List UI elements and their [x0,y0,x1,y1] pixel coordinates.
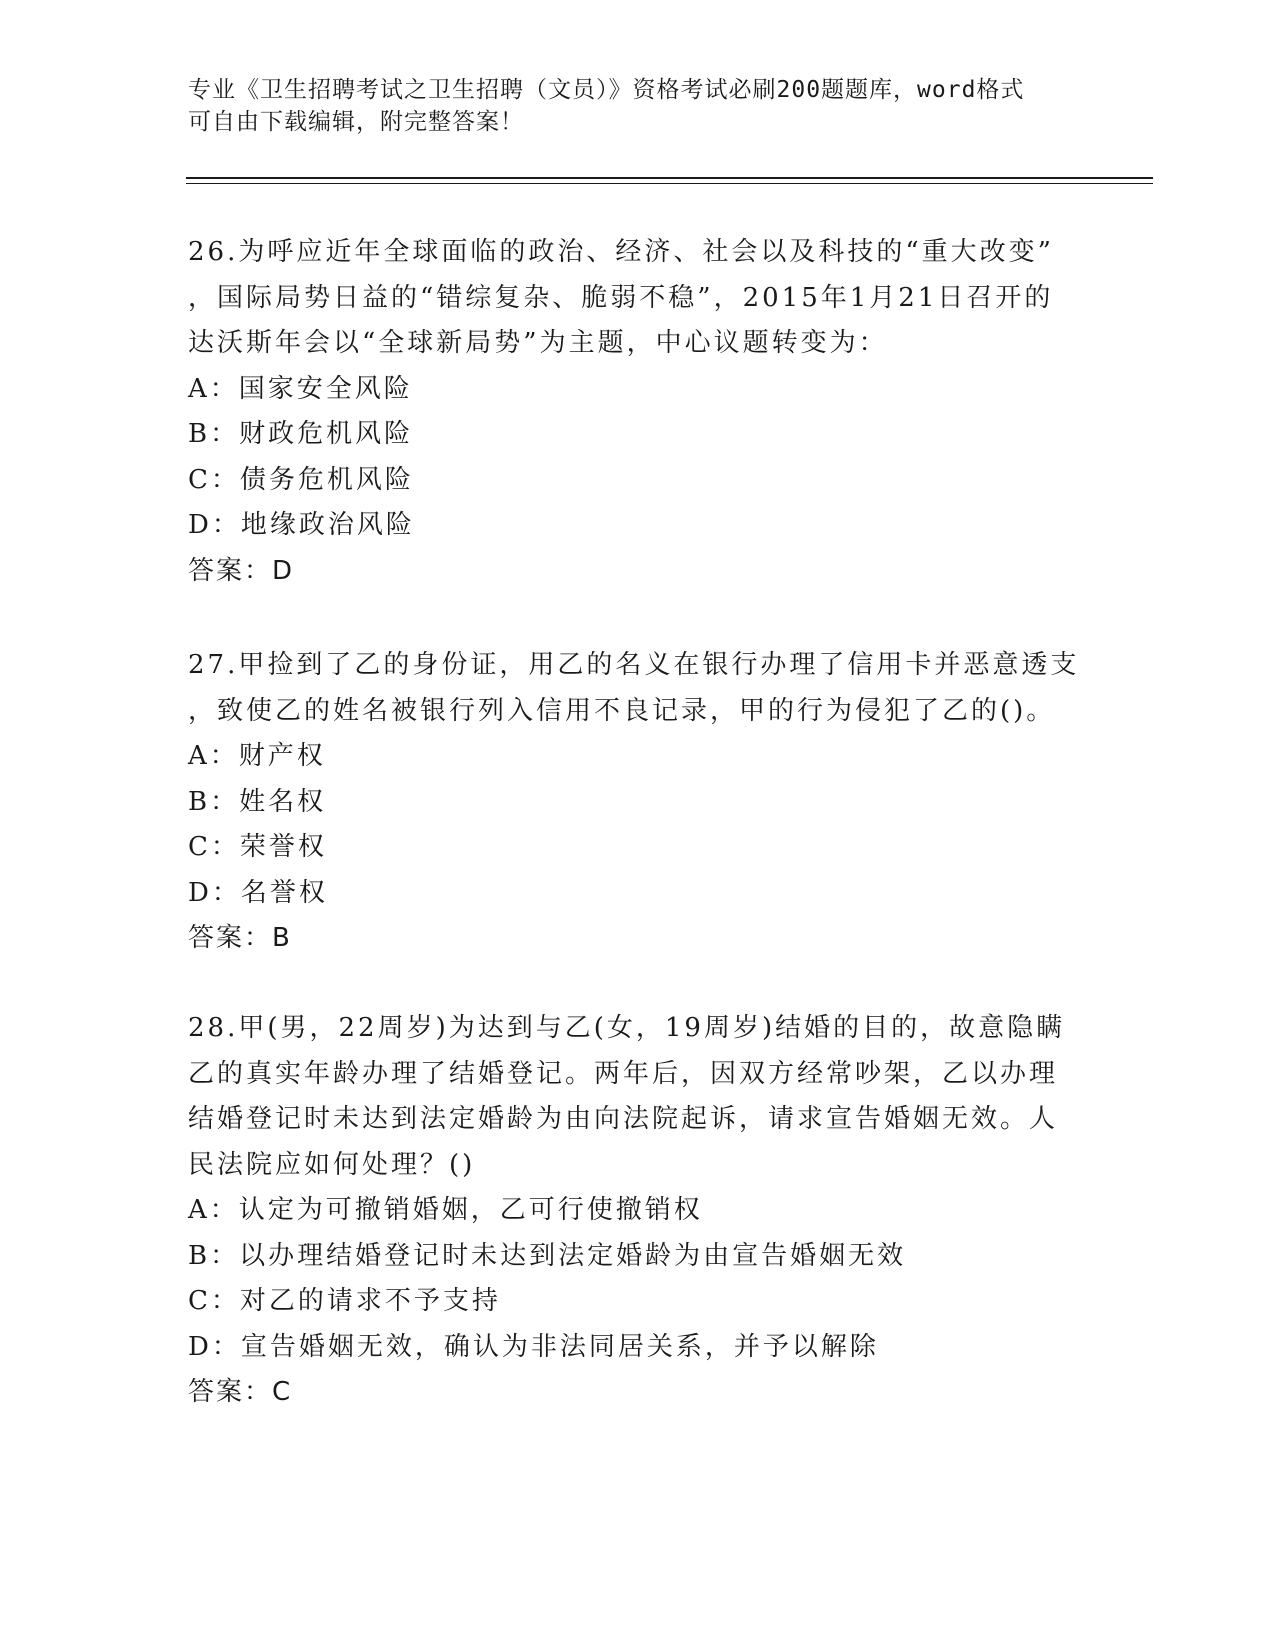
answer: 答案：C [188,1377,293,1407]
option-b: B：财政危机风险 [188,419,414,449]
option-a: A：认定为可撤销婚姻，乙可行使撤销权 [188,1195,703,1225]
header-rule-thin [186,183,1153,184]
option-d: D：地缘政治风险 [188,510,415,540]
option-c: C：对乙的请求不予支持 [188,1286,501,1316]
header-line-2: 可自由下载编辑，附完整答案！ [188,109,524,135]
question-stem-line: 26.为呼应近年全球面临的政治、经济、社会以及科技的“重大改变” [188,237,1054,267]
option-b: B：以办理结婚登记时未达到法定婚龄为由宣告婚姻无效 [188,1240,907,1271]
answer: 答案：B [188,923,292,953]
option-a: A：国家安全风险 [188,373,413,404]
question-stem-line: 27.甲捡到了乙的身份证，用乙的名义在银行办理了信用卡并恶意透支 [188,650,1080,680]
header-rule-thick [186,177,1153,179]
question-28 [188,1006,1088,1416]
answer: 答案：D [188,555,295,586]
question-stem-line: 乙的真实年龄办理了结婚登记。两年后，因双方经常吵架，乙以办理 [188,1058,1059,1089]
question-27 [188,643,1088,962]
document-header [188,74,1088,138]
question-stem-line: 民法院应如何处理？() [188,1149,476,1180]
question-stem-line: 结婚登记时未达到法定婚龄为由向法院起诉，请求宣告婚姻无效。人 [188,1104,1059,1134]
option-d: D：宣告婚姻无效，确认为非法同居关系，并予以解除 [188,1331,879,1362]
question-stem-line: ，致使乙的姓名被银行列入信用不良记录，甲的行为侵犯了乙的()。 [188,695,1056,726]
option-c: C：荣誉权 [188,832,327,862]
question-26 [188,230,1088,594]
header-line-1: 专业《卫生招聘考试之卫生招聘（文员）》资格考试必刷200题题库，word格式 [188,77,1025,103]
option-c: C：债务危机风险 [188,464,414,495]
question-stem-line: 达沃斯年会以“全球新局势”为主题，中心议题转变为： [188,328,888,358]
question-stem-line: 28.甲(男，22周岁)为达到与乙(女，19周岁)结婚的目的，故意隐瞒 [188,1013,1066,1043]
option-d: D：名誉权 [188,877,328,908]
option-b: B：姓名权 [188,786,327,817]
question-stem-line: ，国际局势日益的“错综复杂、脆弱不稳”，2015年1月21日召开的 [188,282,1054,313]
option-a: A：财产权 [188,741,326,771]
